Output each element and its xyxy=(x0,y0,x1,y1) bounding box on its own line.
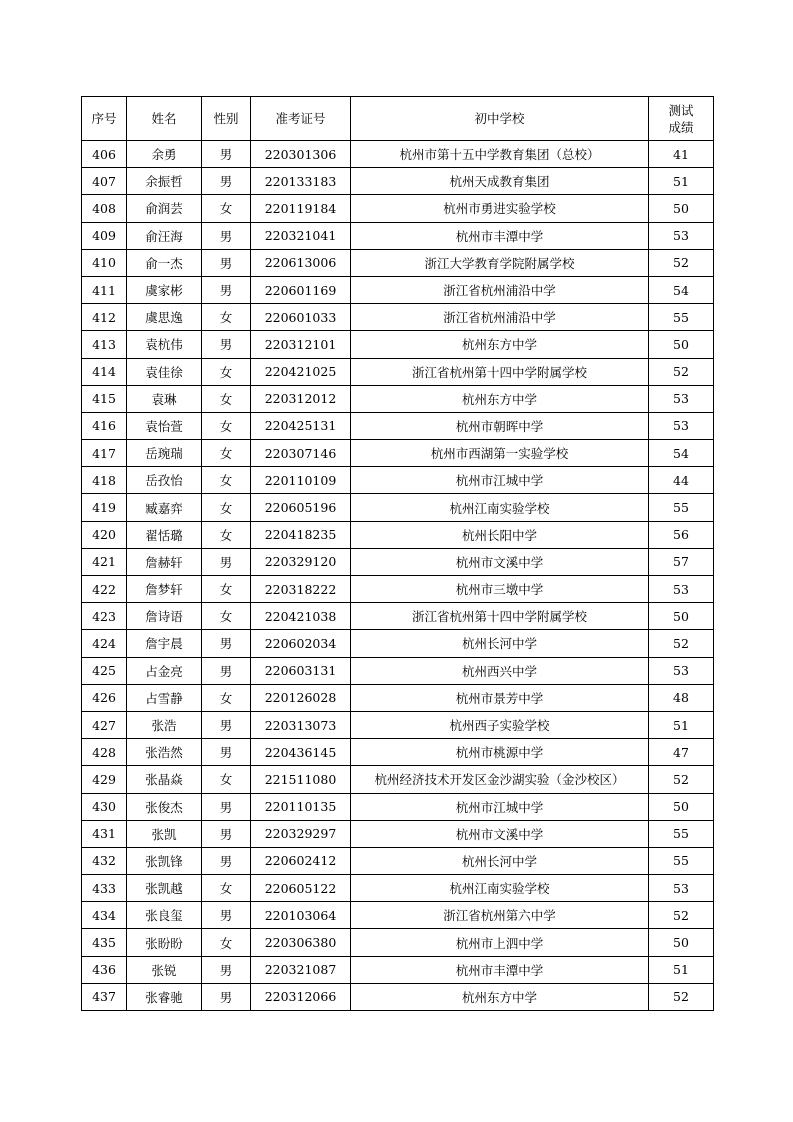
cell-score: 50 xyxy=(649,331,714,358)
table-row xyxy=(82,902,714,929)
cell-name: 张良玺 xyxy=(127,902,202,929)
cell-name: 詹宇晨 xyxy=(127,630,202,657)
table-row xyxy=(82,793,714,820)
cell-gender: 女 xyxy=(202,385,251,412)
cell-gender: 女 xyxy=(202,494,251,521)
table-row xyxy=(82,603,714,630)
header-exam-id: 准考证号 xyxy=(251,97,351,141)
cell-gender: 男 xyxy=(202,739,251,766)
cell-school: 杭州市文溪中学 xyxy=(351,548,649,575)
cell-exam-id: 220602412 xyxy=(251,847,351,874)
cell-no: 428 xyxy=(82,739,127,766)
cell-school: 杭州市勇进实验学校 xyxy=(351,195,649,222)
cell-school: 浙江省杭州浦沿中学 xyxy=(351,304,649,331)
cell-exam-id: 220301306 xyxy=(251,141,351,168)
cell-exam-id: 220329120 xyxy=(251,548,351,575)
cell-gender: 男 xyxy=(202,956,251,983)
cell-no: 413 xyxy=(82,331,127,358)
cell-school: 浙江省杭州第十四中学附属学校 xyxy=(351,358,649,385)
cell-school: 杭州市江城中学 xyxy=(351,793,649,820)
cell-name: 詹梦轩 xyxy=(127,576,202,603)
cell-gender: 女 xyxy=(202,412,251,439)
cell-gender: 女 xyxy=(202,576,251,603)
cell-no: 425 xyxy=(82,657,127,684)
cell-score: 51 xyxy=(649,168,714,195)
cell-exam-id: 220602034 xyxy=(251,630,351,657)
cell-gender: 男 xyxy=(202,168,251,195)
cell-no: 432 xyxy=(82,847,127,874)
cell-school: 杭州市三墩中学 xyxy=(351,576,649,603)
table-row xyxy=(82,875,714,902)
cell-name: 詹诗语 xyxy=(127,603,202,630)
header-score-line2: 成绩 xyxy=(668,119,694,135)
cell-school: 杭州江南实验学校 xyxy=(351,875,649,902)
cell-name: 余振哲 xyxy=(127,168,202,195)
table-row xyxy=(82,168,714,195)
table-row xyxy=(82,304,714,331)
cell-name: 余勇 xyxy=(127,141,202,168)
cell-gender: 女 xyxy=(202,304,251,331)
cell-no: 426 xyxy=(82,684,127,711)
cell-name: 袁杭伟 xyxy=(127,331,202,358)
cell-no: 416 xyxy=(82,412,127,439)
table-row xyxy=(82,249,714,276)
cell-no: 414 xyxy=(82,358,127,385)
cell-exam-id: 220601169 xyxy=(251,276,351,303)
cell-name: 占金亮 xyxy=(127,657,202,684)
cell-gender: 男 xyxy=(202,331,251,358)
cell-gender: 男 xyxy=(202,820,251,847)
cell-school: 浙江省杭州第十四中学附属学校 xyxy=(351,603,649,630)
cell-name: 翟恬璐 xyxy=(127,521,202,548)
cell-name: 岳孜怡 xyxy=(127,467,202,494)
cell-school: 浙江省杭州第六中学 xyxy=(351,902,649,929)
cell-exam-id: 220110135 xyxy=(251,793,351,820)
cell-score: 55 xyxy=(649,820,714,847)
cell-no: 420 xyxy=(82,521,127,548)
cell-name: 占雪静 xyxy=(127,684,202,711)
cell-exam-id: 220307146 xyxy=(251,440,351,467)
cell-score: 52 xyxy=(649,902,714,929)
cell-gender: 女 xyxy=(202,766,251,793)
cell-gender: 男 xyxy=(202,847,251,874)
cell-no: 419 xyxy=(82,494,127,521)
cell-exam-id: 220421038 xyxy=(251,603,351,630)
cell-name: 张盼盼 xyxy=(127,929,202,956)
cell-name: 俞润芸 xyxy=(127,195,202,222)
cell-gender: 男 xyxy=(202,983,251,1010)
cell-no: 429 xyxy=(82,766,127,793)
cell-score: 51 xyxy=(649,711,714,738)
cell-score: 47 xyxy=(649,739,714,766)
score-table xyxy=(81,96,714,1011)
cell-no: 418 xyxy=(82,467,127,494)
cell-name: 张浩然 xyxy=(127,739,202,766)
cell-no: 437 xyxy=(82,983,127,1010)
table-row xyxy=(82,521,714,548)
cell-gender: 女 xyxy=(202,521,251,548)
table-row xyxy=(82,766,714,793)
table-row xyxy=(82,385,714,412)
cell-name: 张晶焱 xyxy=(127,766,202,793)
cell-school: 杭州市朝晖中学 xyxy=(351,412,649,439)
cell-score: 52 xyxy=(649,249,714,276)
table-row xyxy=(82,929,714,956)
cell-school: 杭州东方中学 xyxy=(351,331,649,358)
cell-name: 俞一杰 xyxy=(127,249,202,276)
cell-gender: 女 xyxy=(202,684,251,711)
cell-score: 53 xyxy=(649,657,714,684)
cell-school: 杭州东方中学 xyxy=(351,385,649,412)
table-header xyxy=(82,97,714,141)
cell-exam-id: 220425131 xyxy=(251,412,351,439)
cell-exam-id: 220601033 xyxy=(251,304,351,331)
cell-no: 407 xyxy=(82,168,127,195)
cell-school: 杭州东方中学 xyxy=(351,983,649,1010)
table-row xyxy=(82,494,714,521)
cell-no: 434 xyxy=(82,902,127,929)
cell-exam-id: 220119184 xyxy=(251,195,351,222)
cell-score: 54 xyxy=(649,440,714,467)
cell-exam-id: 220312101 xyxy=(251,331,351,358)
cell-exam-id: 220321041 xyxy=(251,222,351,249)
cell-no: 423 xyxy=(82,603,127,630)
cell-school: 杭州长河中学 xyxy=(351,630,649,657)
cell-gender: 男 xyxy=(202,657,251,684)
cell-exam-id: 220110109 xyxy=(251,467,351,494)
cell-school: 杭州江南实验学校 xyxy=(351,494,649,521)
cell-name: 俞汪海 xyxy=(127,222,202,249)
header-row xyxy=(82,97,714,141)
cell-school: 杭州长河中学 xyxy=(351,847,649,874)
header-score xyxy=(649,97,714,141)
cell-school: 杭州经济技术开发区金沙湖实验（金沙校区） xyxy=(351,766,649,793)
cell-exam-id: 220312066 xyxy=(251,983,351,1010)
cell-school: 杭州西子实验学校 xyxy=(351,711,649,738)
cell-exam-id: 220436145 xyxy=(251,739,351,766)
cell-school: 杭州市丰潭中学 xyxy=(351,222,649,249)
cell-school: 杭州市上泗中学 xyxy=(351,929,649,956)
cell-exam-id: 220418235 xyxy=(251,521,351,548)
cell-no: 411 xyxy=(82,276,127,303)
cell-score: 55 xyxy=(649,304,714,331)
cell-exam-id: 220421025 xyxy=(251,358,351,385)
cell-no: 408 xyxy=(82,195,127,222)
cell-name: 詹赫轩 xyxy=(127,548,202,575)
cell-no: 433 xyxy=(82,875,127,902)
cell-gender: 女 xyxy=(202,195,251,222)
cell-no: 421 xyxy=(82,548,127,575)
cell-school: 杭州市文溪中学 xyxy=(351,820,649,847)
cell-exam-id: 220312012 xyxy=(251,385,351,412)
table-row xyxy=(82,576,714,603)
cell-exam-id: 220318222 xyxy=(251,576,351,603)
cell-score: 53 xyxy=(649,875,714,902)
cell-exam-id: 220313073 xyxy=(251,711,351,738)
cell-name: 张俊杰 xyxy=(127,793,202,820)
cell-name: 岳琬瑞 xyxy=(127,440,202,467)
cell-exam-id: 221511080 xyxy=(251,766,351,793)
cell-no: 431 xyxy=(82,820,127,847)
cell-exam-id: 220321087 xyxy=(251,956,351,983)
cell-gender: 男 xyxy=(202,222,251,249)
cell-gender: 女 xyxy=(202,358,251,385)
cell-gender: 男 xyxy=(202,630,251,657)
cell-exam-id: 220133183 xyxy=(251,168,351,195)
cell-gender: 男 xyxy=(202,276,251,303)
table-row xyxy=(82,956,714,983)
cell-no: 427 xyxy=(82,711,127,738)
header-score-line1: 测试 xyxy=(668,102,694,118)
cell-school: 浙江省杭州浦沿中学 xyxy=(351,276,649,303)
table-row xyxy=(82,630,714,657)
cell-score: 50 xyxy=(649,793,714,820)
cell-score: 55 xyxy=(649,847,714,874)
cell-gender: 女 xyxy=(202,440,251,467)
table-row xyxy=(82,548,714,575)
cell-gender: 男 xyxy=(202,141,251,168)
cell-exam-id: 220605122 xyxy=(251,875,351,902)
table-row xyxy=(82,467,714,494)
cell-score: 57 xyxy=(649,548,714,575)
table-body xyxy=(82,141,714,1011)
cell-exam-id: 220613006 xyxy=(251,249,351,276)
cell-school: 杭州市丰潭中学 xyxy=(351,956,649,983)
table-row xyxy=(82,195,714,222)
table-row xyxy=(82,358,714,385)
header-no: 序号 xyxy=(82,97,127,141)
cell-score: 54 xyxy=(649,276,714,303)
table-row xyxy=(82,412,714,439)
table-row xyxy=(82,983,714,1010)
table-row xyxy=(82,820,714,847)
table-row xyxy=(82,141,714,168)
cell-score: 53 xyxy=(649,222,714,249)
table-row xyxy=(82,739,714,766)
cell-score: 50 xyxy=(649,195,714,222)
cell-name: 张凯越 xyxy=(127,875,202,902)
cell-no: 422 xyxy=(82,576,127,603)
cell-no: 409 xyxy=(82,222,127,249)
cell-exam-id: 220103064 xyxy=(251,902,351,929)
cell-score: 52 xyxy=(649,766,714,793)
cell-score: 52 xyxy=(649,358,714,385)
cell-score: 53 xyxy=(649,385,714,412)
cell-score: 52 xyxy=(649,630,714,657)
cell-exam-id: 220126028 xyxy=(251,684,351,711)
cell-score: 48 xyxy=(649,684,714,711)
cell-gender: 男 xyxy=(202,548,251,575)
table-row xyxy=(82,711,714,738)
cell-gender: 女 xyxy=(202,603,251,630)
cell-no: 406 xyxy=(82,141,127,168)
cell-no: 410 xyxy=(82,249,127,276)
cell-name: 虞家彬 xyxy=(127,276,202,303)
table-row xyxy=(82,440,714,467)
cell-no: 415 xyxy=(82,385,127,412)
cell-score: 55 xyxy=(649,494,714,521)
header-gender: 性别 xyxy=(202,97,251,141)
cell-gender: 女 xyxy=(202,467,251,494)
cell-exam-id: 220605196 xyxy=(251,494,351,521)
cell-no: 435 xyxy=(82,929,127,956)
cell-school: 杭州市西湖第一实验学校 xyxy=(351,440,649,467)
table-row xyxy=(82,222,714,249)
cell-name: 袁佳徐 xyxy=(127,358,202,385)
table-row xyxy=(82,684,714,711)
cell-school: 杭州市江城中学 xyxy=(351,467,649,494)
cell-no: 424 xyxy=(82,630,127,657)
cell-score: 50 xyxy=(649,929,714,956)
cell-school: 杭州长阳中学 xyxy=(351,521,649,548)
cell-no: 430 xyxy=(82,793,127,820)
cell-score: 53 xyxy=(649,576,714,603)
cell-school: 杭州天成教育集团 xyxy=(351,168,649,195)
cell-name: 袁琳 xyxy=(127,385,202,412)
cell-name: 张浩 xyxy=(127,711,202,738)
cell-exam-id: 220306380 xyxy=(251,929,351,956)
cell-no: 436 xyxy=(82,956,127,983)
cell-school: 浙江大学教育学院附属学校 xyxy=(351,249,649,276)
cell-name: 张睿驰 xyxy=(127,983,202,1010)
cell-school: 杭州市第十五中学教育集团（总校） xyxy=(351,141,649,168)
cell-no: 412 xyxy=(82,304,127,331)
cell-score: 51 xyxy=(649,956,714,983)
cell-no: 417 xyxy=(82,440,127,467)
cell-name: 虞思逸 xyxy=(127,304,202,331)
cell-score: 56 xyxy=(649,521,714,548)
cell-school: 杭州市桃源中学 xyxy=(351,739,649,766)
cell-score: 41 xyxy=(649,141,714,168)
table-row xyxy=(82,657,714,684)
cell-score: 52 xyxy=(649,983,714,1010)
cell-score: 50 xyxy=(649,603,714,630)
cell-gender: 女 xyxy=(202,875,251,902)
cell-score: 44 xyxy=(649,467,714,494)
header-name: 姓名 xyxy=(127,97,202,141)
table-row xyxy=(82,331,714,358)
cell-gender: 男 xyxy=(202,711,251,738)
cell-name: 张凯锋 xyxy=(127,847,202,874)
cell-name: 张凯 xyxy=(127,820,202,847)
cell-name: 张锐 xyxy=(127,956,202,983)
header-school: 初中学校 xyxy=(351,97,649,141)
cell-gender: 男 xyxy=(202,793,251,820)
cell-school: 杭州西兴中学 xyxy=(351,657,649,684)
table-row xyxy=(82,276,714,303)
cell-name: 袁怡萱 xyxy=(127,412,202,439)
table-row xyxy=(82,847,714,874)
cell-name: 臧嘉弈 xyxy=(127,494,202,521)
cell-exam-id: 220329297 xyxy=(251,820,351,847)
cell-exam-id: 220603131 xyxy=(251,657,351,684)
cell-school: 杭州市景芳中学 xyxy=(351,684,649,711)
cell-gender: 女 xyxy=(202,929,251,956)
cell-gender: 男 xyxy=(202,249,251,276)
cell-score: 53 xyxy=(649,412,714,439)
cell-gender: 男 xyxy=(202,902,251,929)
